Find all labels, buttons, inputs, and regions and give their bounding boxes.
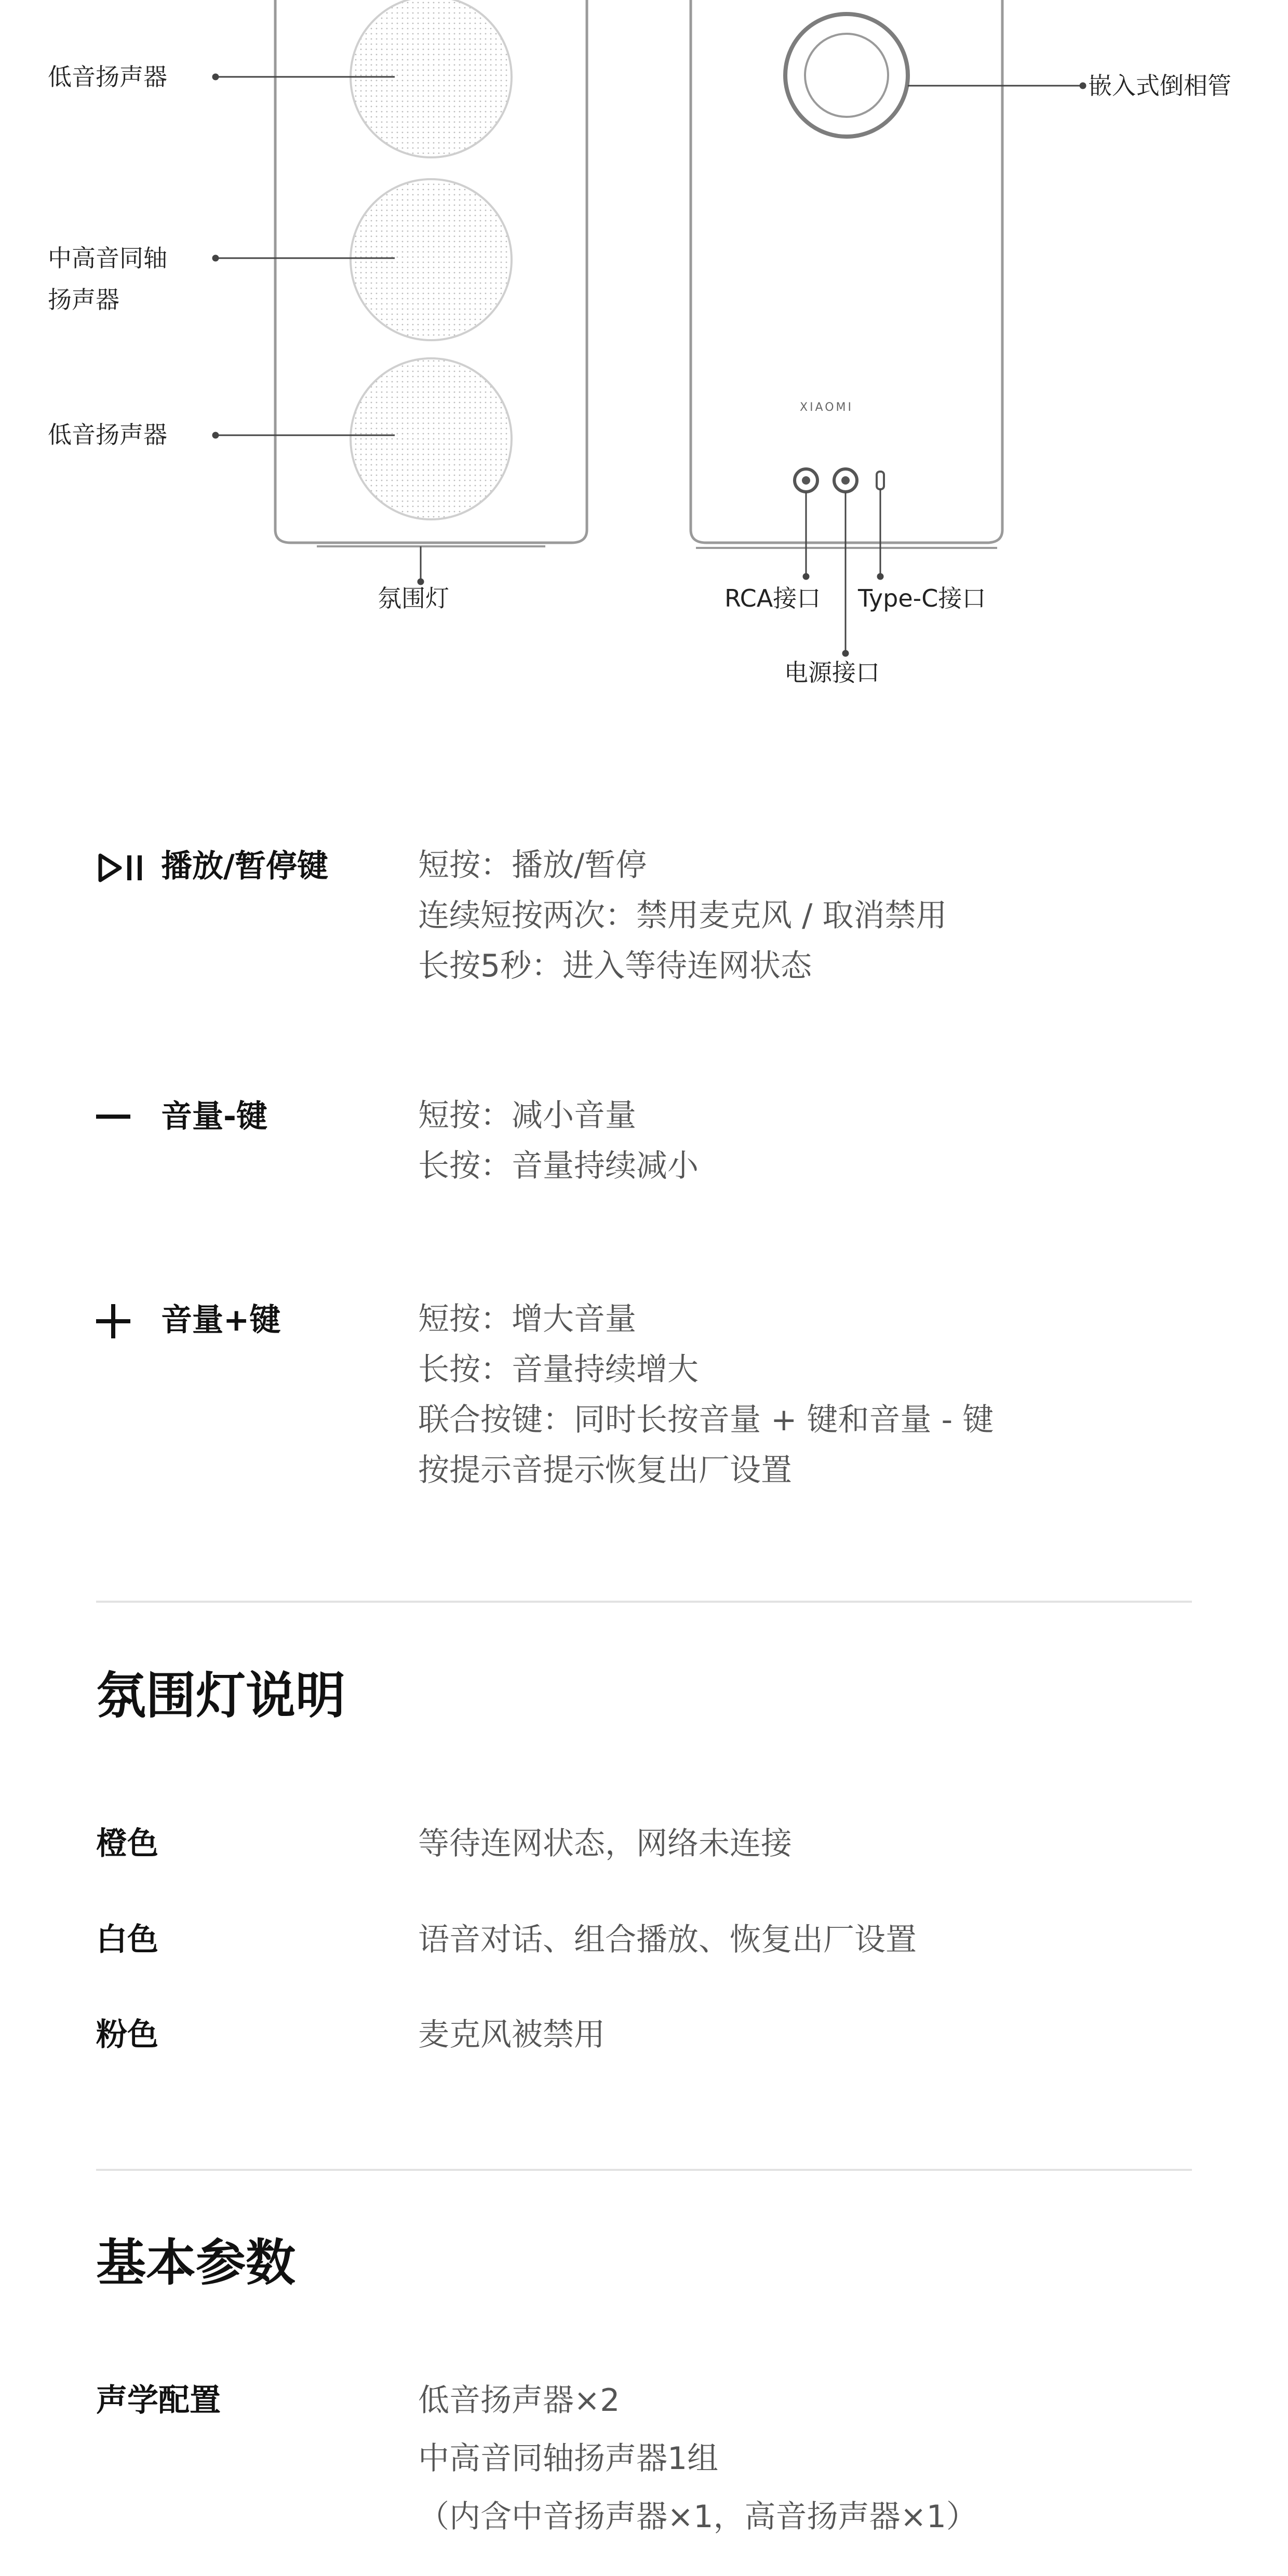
callout-power: 电源接口 <box>784 659 880 687</box>
light-row-value: 语音对话、组合播放、恢复出厂设置 <box>418 1922 917 1958</box>
front-speaker <box>275 0 587 546</box>
param-line: （内含中音扬声器×1，高音扬声器×1） <box>418 2499 977 2535</box>
light-row-value: 等待连网状态，网络未连接 <box>418 1826 792 1862</box>
callout-ambient-light: 氛围灯 <box>378 584 449 612</box>
key-desc <box>418 1091 699 1191</box>
desc-line: 联合按键：同时长按音量 + 键和音量 - 键 <box>418 1402 994 1438</box>
param-line: 中高音同轴扬声器1组 <box>418 2440 719 2477</box>
section-divider <box>96 1601 1192 1603</box>
key-desc <box>418 840 947 991</box>
desc-line: 连续短按两次：禁用麦克风 / 取消禁用 <box>418 897 947 934</box>
section-title-light: 氛围灯说明 <box>96 1667 345 1725</box>
callout-port-tube: 嵌入式倒相管 <box>1088 72 1231 100</box>
play-pause-icon <box>96 852 148 883</box>
section-divider <box>96 2169 1192 2171</box>
port-tube-inner <box>805 34 888 117</box>
section-title-params: 基本参数 <box>96 2234 296 2292</box>
light-row-value: 麦克风被禁用 <box>418 2017 605 2053</box>
light-row-label: 橙色 <box>96 1826 158 1862</box>
light-row-label: 白色 <box>96 1922 158 1958</box>
param-row-label: 声学配置 <box>96 2382 221 2419</box>
key-name: 音量+键 <box>161 1302 281 1338</box>
key-name: 播放/暂停键 <box>161 848 328 884</box>
key-desc <box>418 1294 994 1496</box>
desc-line: 短按：播放/暂停 <box>418 847 647 883</box>
desc-line: 长按：音量持续增大 <box>418 1351 699 1388</box>
callout-rca: RCA接口 <box>725 584 821 612</box>
desc-line: 长按：音量持续减小 <box>418 1148 699 1184</box>
callout-woofer-bottom: 低音扬声器 <box>48 421 167 449</box>
minus-icon <box>96 1111 132 1122</box>
back-speaker <box>691 0 1002 548</box>
plus-icon <box>96 1303 132 1339</box>
desc-line: 长按5秒：进入等待连网状态 <box>418 948 812 984</box>
product-diagram <box>0 0 1288 727</box>
coaxial-driver <box>351 179 512 340</box>
callout-coaxial-line2: 扬声器 <box>48 286 119 314</box>
callout-woofer-top: 低音扬声器 <box>48 63 167 91</box>
woofer-top <box>351 0 512 157</box>
param-line: 低音扬声器×2 <box>418 2382 620 2419</box>
woofer-bottom <box>351 358 512 519</box>
light-row-label: 粉色 <box>96 2017 158 2053</box>
param-row-value <box>418 2371 977 2546</box>
typec-port <box>877 472 884 489</box>
desc-line: 短按：增大音量 <box>418 1301 636 1337</box>
callout-coaxial-line1: 中高音同轴 <box>48 244 167 272</box>
callout-lines <box>213 74 1085 656</box>
callout-typec: Type-C接口 <box>858 584 986 612</box>
desc-line: 按提示音提示恢复出厂设置 <box>418 1452 792 1488</box>
key-name: 音量-键 <box>161 1098 267 1135</box>
desc-line: 短按：减小音量 <box>418 1097 636 1134</box>
speaker-illustration <box>0 0 1288 727</box>
brand-mark: XIAOMI <box>800 401 854 414</box>
